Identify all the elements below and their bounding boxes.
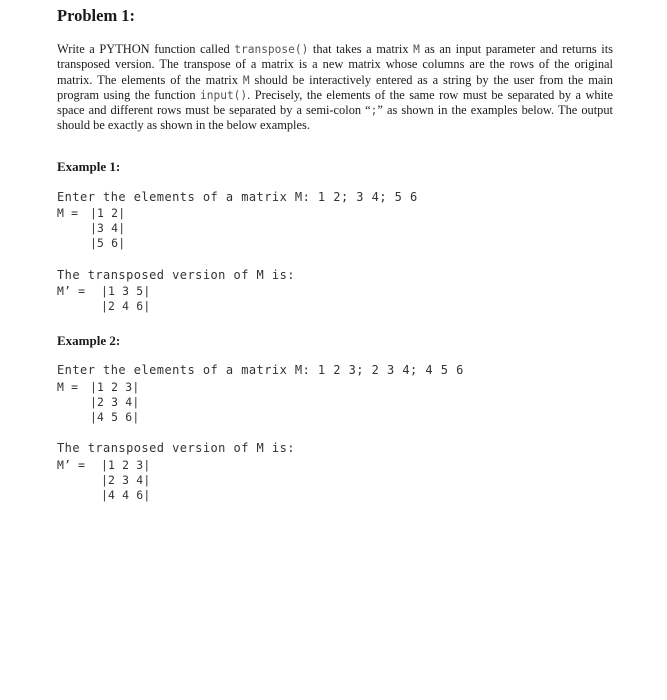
matrix-label: M’ = (57, 458, 86, 472)
matrix-row: |1 3 5| (101, 284, 151, 298)
para-text: ” as shown in the examples below. The output should be exactly as shown in the below examples. (57, 103, 613, 133)
code-transpose: transpose() (234, 43, 309, 56)
example-2-transposed-text: The transposed version of M is: (57, 441, 295, 455)
code-input: input() (200, 88, 248, 102)
matrix-label: M = (57, 206, 79, 220)
matrix-row: |5 6| (90, 236, 126, 250)
matrix-label: M = (57, 380, 79, 394)
matrix-row: |4 4 6| (101, 488, 151, 502)
matrix-row: |1 2 3| (101, 458, 151, 472)
matrix-row: |1 2| (90, 206, 126, 220)
problem-title: Problem 1: (57, 6, 136, 25)
matrix-row: |4 5 6| (90, 410, 140, 424)
problem-description (57, 42, 613, 134)
matrix-row: |3 4| (90, 221, 126, 235)
para-text: should be interactively entered as a string by the user from the main program using the function (57, 72, 613, 102)
code-semicolon: ; (370, 104, 378, 118)
example-1-transposed-text: The transposed version of M is: (57, 268, 295, 282)
code-matrix-m: M (242, 73, 250, 87)
example-2-prompt: Enter the elements of a matrix M: 1 2 3; 2 3 4; 4 5 6 (57, 363, 464, 377)
example-1-heading: Example 1: (57, 159, 121, 174)
para-text: that takes a matrix (308, 42, 414, 56)
para-text: . Precisely, the elements of the same row must be separated by a white space and different rows must be separated by a semi-colon “ (57, 87, 613, 118)
matrix-label: M’ = (57, 284, 86, 298)
example-1-prompt: Enter the elements of a matrix M: 1 2; 3 4; 5 6 (57, 190, 418, 204)
matrix-row: |2 4 6| (101, 299, 151, 313)
example-2-heading: Example 2: (57, 333, 121, 348)
para-text: as an input parameter and returns its transposed version. The transpose of a matrix is a new matrix whose columns are the rows of the original matrix. The elements of the matrix (57, 42, 614, 87)
para-text: Write a PYTHON function called (57, 42, 235, 56)
matrix-row: |2 3 4| (90, 395, 140, 409)
matrix-row: |2 3 4| (101, 473, 151, 487)
code-matrix-m: M (413, 43, 420, 56)
matrix-row: |1 2 3| (90, 380, 140, 394)
